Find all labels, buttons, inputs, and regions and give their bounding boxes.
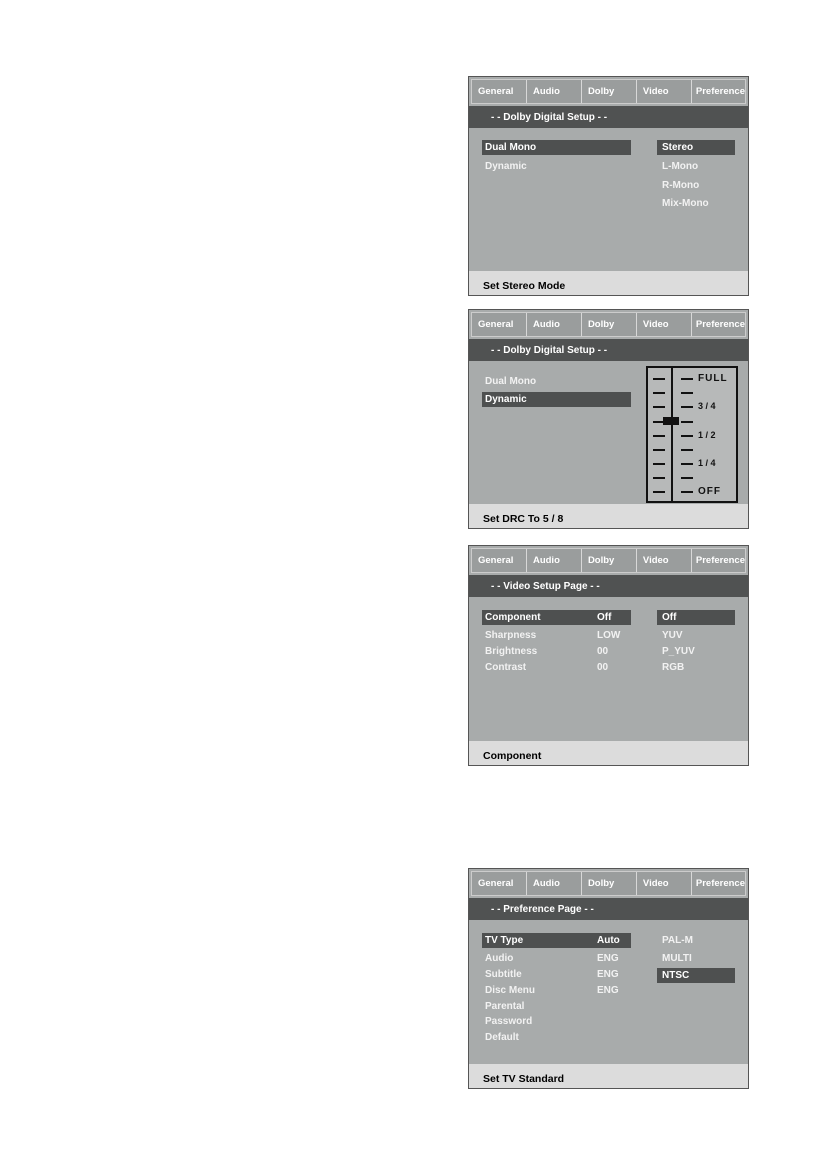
tab-audio[interactable]: Audio [527, 872, 582, 895]
slider-tick [653, 449, 665, 451]
slider-tick [681, 392, 693, 394]
menu-item-brightness[interactable] [485, 644, 631, 659]
slider-tick [653, 491, 665, 493]
slider-label-1-4: 1 / 4 [698, 458, 716, 468]
page-title: - - Dolby Digital Setup - - [469, 339, 748, 361]
setup-tabs [471, 312, 746, 337]
option-off[interactable]: Off [657, 610, 735, 625]
slider-track [671, 368, 673, 501]
tab-video[interactable]: Video [637, 872, 692, 895]
tab-audio[interactable]: Audio [527, 313, 582, 336]
preference-setup-panel [468, 868, 749, 1089]
slider-tick [681, 463, 693, 465]
slider-tick [653, 378, 665, 380]
drc-slider[interactable] [646, 366, 738, 503]
menu-item-label: Contrast [485, 662, 527, 673]
page-title: - - Dolby Digital Setup - - [469, 106, 748, 128]
status-bar: Set Stereo Mode [469, 271, 748, 295]
tab-preference[interactable]: Preference [692, 872, 745, 895]
menu-item-audio[interactable] [485, 951, 631, 966]
slider-label-full: FULL [698, 373, 728, 384]
menu-item-value: ENG [597, 969, 619, 980]
menu-item-dynamic[interactable]: Dynamic [485, 161, 527, 172]
slider-label-1-2: 1 / 2 [698, 430, 716, 440]
option-multi[interactable]: MULTI [662, 953, 692, 964]
menu-item-password[interactable]: Password [485, 1016, 533, 1027]
page-title: - - Video Setup Page - - [469, 575, 748, 597]
menu-item-value: ENG [597, 985, 619, 996]
slider-tick [653, 477, 665, 479]
setup-tabs [471, 871, 746, 896]
option-p-yuv[interactable]: P_YUV [662, 646, 695, 657]
tab-audio[interactable]: Audio [527, 80, 582, 103]
option-ntsc[interactable]: NTSC [657, 968, 735, 983]
dolby-setup-panel-stereo [468, 76, 749, 296]
tab-preference[interactable]: Preference [692, 313, 745, 336]
tab-dolby[interactable]: Dolby [582, 872, 637, 895]
menu-item-component[interactable] [482, 610, 631, 625]
slider-tick [681, 491, 693, 493]
slider-tick [681, 449, 693, 451]
menu-item-value: Auto [597, 935, 620, 946]
option-r-mono[interactable]: R-Mono [662, 180, 700, 191]
option-pal-m[interactable]: PAL-M [662, 935, 693, 946]
tab-preference[interactable]: Preference [692, 80, 745, 103]
menu-item-value: Off [597, 612, 612, 623]
slider-tick [653, 463, 665, 465]
menu-item-disc-menu[interactable] [485, 983, 631, 998]
tab-dolby[interactable]: Dolby [582, 313, 637, 336]
menu-item-value: 00 [597, 662, 609, 673]
option-yuv[interactable]: YUV [662, 630, 683, 641]
option-l-mono[interactable]: L-Mono [662, 161, 699, 172]
slider-tick [653, 406, 665, 408]
option-mix-mono[interactable]: Mix-Mono [662, 198, 709, 209]
menu-item-tv-type[interactable] [482, 933, 631, 948]
tab-dolby[interactable]: Dolby [582, 80, 637, 103]
slider-tick [681, 435, 693, 437]
menu-item-sharpness[interactable] [485, 628, 631, 643]
video-setup-panel [468, 545, 749, 766]
menu-item-subtitle[interactable] [485, 967, 631, 982]
page-title: - - Preference Page - - [469, 898, 748, 920]
slider-label-off: OFF [698, 486, 721, 497]
slider-tick [681, 406, 693, 408]
menu-item-contrast[interactable] [485, 660, 631, 675]
status-bar: Component [469, 741, 748, 765]
slider-tick [681, 477, 693, 479]
tab-preference[interactable]: Preference [692, 549, 745, 572]
menu-item-value: ENG [597, 953, 619, 964]
menu-item-label: Subtitle [485, 969, 522, 980]
menu-item-dynamic[interactable]: Dynamic [482, 392, 631, 407]
status-bar: Set DRC To 5 / 8 [469, 504, 748, 528]
setup-tabs [471, 79, 746, 104]
tab-general[interactable]: General [472, 80, 527, 103]
tab-general[interactable]: General [472, 872, 527, 895]
status-bar: Set TV Standard [469, 1064, 748, 1088]
menu-item-label: Brightness [485, 646, 538, 657]
menu-item-default[interactable]: Default [485, 1032, 519, 1043]
slider-tick [681, 378, 693, 380]
tab-video[interactable]: Video [637, 80, 692, 103]
option-stereo[interactable]: Stereo [657, 140, 735, 155]
menu-item-label: Sharpness [485, 630, 537, 641]
menu-item-label: Audio [485, 953, 514, 964]
slider-tick [653, 435, 665, 437]
tab-video[interactable]: Video [637, 549, 692, 572]
slider-tick [653, 392, 665, 394]
setup-tabs [471, 548, 746, 573]
slider-tick [681, 421, 693, 423]
option-rgb[interactable]: RGB [662, 662, 685, 673]
tab-video[interactable]: Video [637, 313, 692, 336]
tab-audio[interactable]: Audio [527, 549, 582, 572]
menu-item-label: Disc Menu [485, 985, 536, 996]
menu-item-dual-mono[interactable]: Dual Mono [485, 376, 537, 387]
tab-general[interactable]: General [472, 313, 527, 336]
menu-item-dual-mono[interactable]: Dual Mono [482, 140, 631, 155]
menu-item-label: TV Type [485, 935, 524, 946]
menu-item-value: 00 [597, 646, 609, 657]
slider-thumb[interactable] [663, 417, 679, 425]
slider-label-3-4: 3 / 4 [698, 401, 716, 411]
menu-item-label: Component [485, 612, 541, 623]
tab-dolby[interactable]: Dolby [582, 549, 637, 572]
dolby-setup-panel-drc [468, 309, 749, 529]
menu-item-value: LOW [597, 630, 621, 641]
menu-item-parental[interactable]: Parental [485, 1001, 525, 1012]
tab-general[interactable]: General [472, 549, 527, 572]
